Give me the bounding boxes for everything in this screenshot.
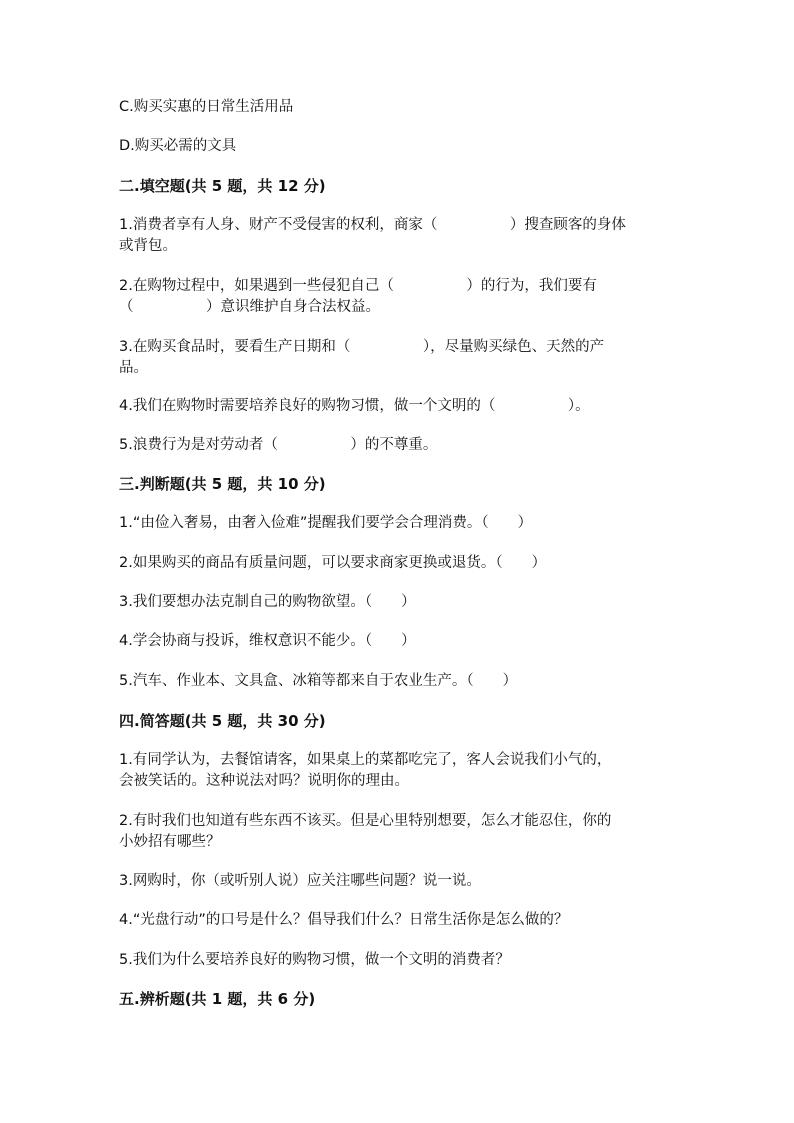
true-false-q3: 3.我们要想办法克制自己的购物欲望。（ ） [119, 594, 416, 610]
true-false-q4: 4.学会协商与投诉，维权意识不能少。（ ） [119, 633, 416, 649]
true-false-q2: 2.如果购买的商品有质量问题，可以要求商家更换或退货。（ ） [119, 555, 547, 571]
short-answer-q3: 3.网购时，你（或听别人说）应关注哪些问题？说一说。 [119, 873, 481, 889]
option-d: D.购买必需的文具 [119, 138, 237, 154]
short-answer-q4: 4.“光盘行动”的口号是什么？倡导我们什么？日常生活你是怎么做的？ [119, 912, 569, 928]
section-heading-fill-blank: 二.填空题(共 5 题，共 12 分) [119, 177, 326, 195]
fill-blank-q5: 5.浪费行为是对劳动者（ ）的不尊重。 [119, 437, 438, 453]
option-c: C.购买实惠的日常生活用品 [119, 99, 294, 115]
section-heading-short-answer: 四.简答题(共 5 题，共 30 分) [119, 712, 326, 730]
true-false-q5: 5.汽车、作业本、文具盒、冰箱等都来自于农业生产。（ ） [119, 673, 518, 689]
fill-blank-q3-line1: 3.在购买食品时，要看生产日期和（ ），尽量购买绿色、天然的产 [119, 339, 605, 355]
short-answer-q2-line1: 2.有时我们也知道有些东西不该买。但是心里特别想要，怎么才能忍住，你的 [119, 813, 612, 829]
fill-blank-q2-line1: 2.在购物过程中，如果遇到一些侵犯自己（ ）的行为，我们要有 [119, 278, 597, 294]
short-answer-q1-line2: 会被笑话的。这种说法对吗？说明你的理由。 [119, 773, 409, 789]
fill-blank-q1-line2: 或背包。 [119, 238, 177, 254]
short-answer-q5: 5.我们为什么要培养良好的购物习惯，做一个文明的消费者？ [119, 952, 510, 968]
fill-blank-q4: 4.我们在购物时需要培养良好的购物习惯，做一个文明的（ ）。 [119, 398, 590, 414]
true-false-q1: 1.“由俭入奢易，由奢入俭难”提醒我们要学会合理消费。（ ） [119, 515, 533, 531]
fill-blank-q3-line2: 品。 [119, 360, 148, 376]
short-answer-q2-line2: 小妙招有哪些？ [119, 834, 221, 850]
fill-blank-q2-line2: （ ）意识维护自身合法权益。 [119, 299, 380, 315]
section-heading-true-false: 三.判断题(共 5 题，共 10 分) [119, 475, 326, 493]
fill-blank-q1-line1: 1.消费者享有人身、财产不受侵害的权利，商家（ ）搜查顾客的身体 [119, 217, 626, 233]
short-answer-q1-line1: 1.有同学认为，去餐馆请客，如果桌上的菜都吃完了，客人会说我们小气的， [119, 752, 612, 768]
section-heading-analysis: 五.辨析题(共 1 题，共 6 分) [119, 990, 316, 1008]
